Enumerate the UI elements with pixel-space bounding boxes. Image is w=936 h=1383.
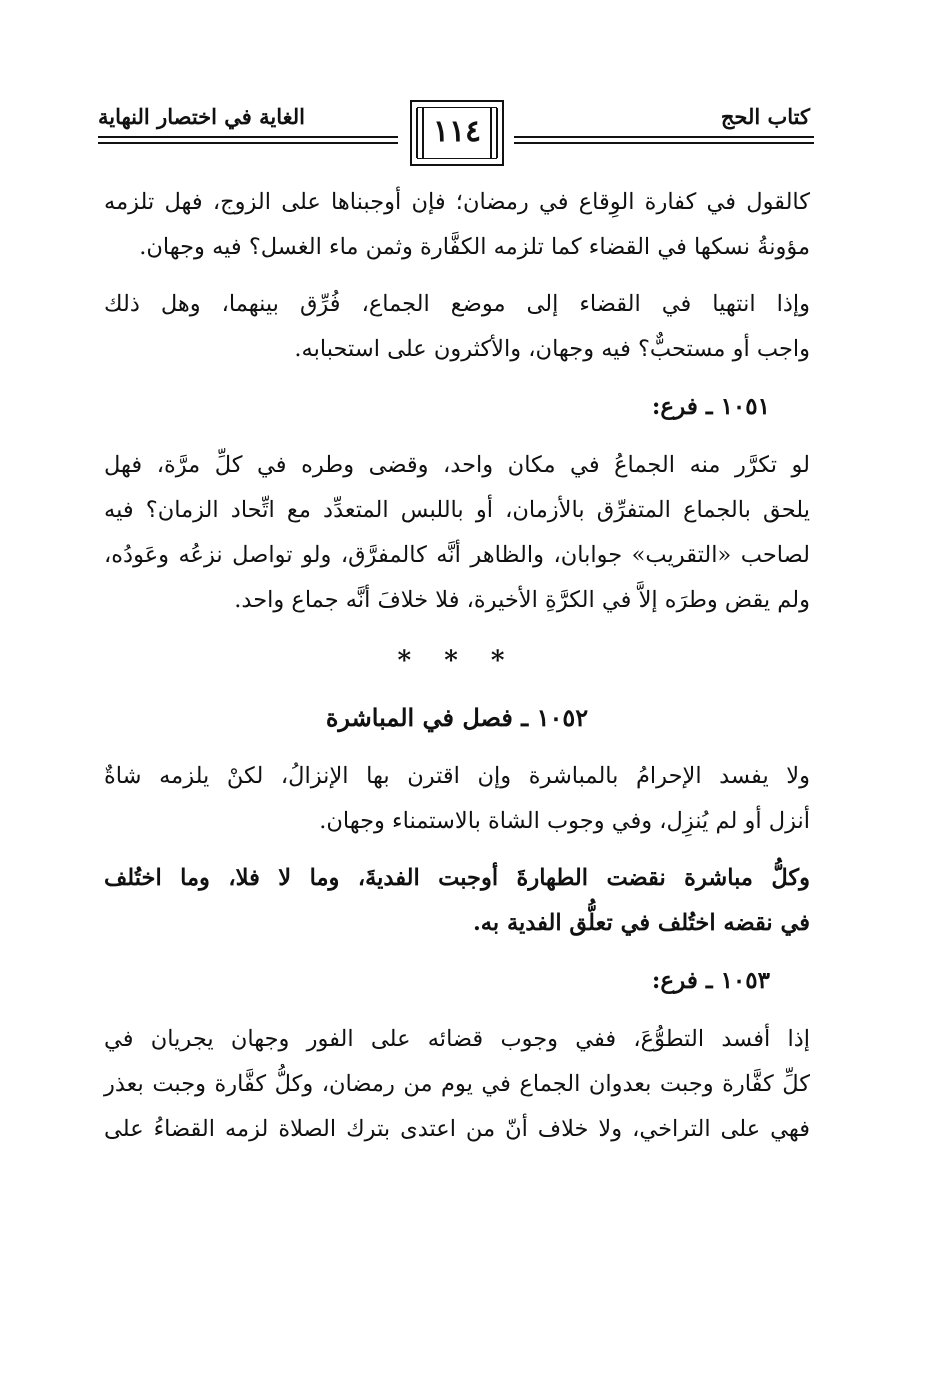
header-rule xyxy=(514,136,814,138)
text-line: كالقول في كفارة الوِقاع في رمضان؛ فإن أوجبناها على الزوج، فهل تلزمه xyxy=(104,189,810,215)
text-line: مؤونةُ نسكها في القضاء كما تلزمه الكفَّارة وثمن ماء الغسل؟ فيه وجهان. xyxy=(139,234,810,260)
text-line: لو تكرَّر منه الجماعُ في مكان واحد، وقضى وطره في كلِّ مرَّة، فهل xyxy=(104,452,810,478)
paragraph xyxy=(104,180,810,270)
text-line: إذا أفسد التطوُّعَ، ففي وجوب قضائه على الفور وجهان يجريان في xyxy=(104,1026,810,1052)
bold-paragraph xyxy=(104,856,810,946)
paragraph xyxy=(104,282,810,372)
branch-heading: ١٠٥٣ ـ فرع: xyxy=(651,967,770,994)
page-number: ١١٤ xyxy=(432,114,482,149)
book-title-label: الغاية في اختصار النهاية xyxy=(98,104,305,129)
text-line: كلِّ كفَّارة وجبت بعدوان الجماع في يوم من رمضان، وكلُّ كفَّارة وجبت بعذر xyxy=(104,1071,810,1097)
header-rule xyxy=(98,142,398,144)
paragraph xyxy=(104,443,810,623)
section-separator: * * * xyxy=(397,646,517,676)
branch-heading: ١٠٥١ ـ فرع: xyxy=(651,393,770,420)
running-header xyxy=(98,92,814,172)
page-number-frame xyxy=(410,100,504,166)
text-line: يلحق بالجماع المتفرِّق بالأزمان، أو باللبس المتعدِّد مع اتِّحاد الزمان؟ فيه xyxy=(104,497,810,523)
text-line: فهي على التراخي، ولا خلاف أنّ من اعتدى بترك الصلاة لزمه القضاءُ على xyxy=(104,1116,810,1142)
page-body xyxy=(104,180,810,1164)
paragraph xyxy=(104,1017,810,1152)
text-line: ولم يقض وطرَه إلاَّ في الكرَّةِ الأخيرة، فلا خلافَ أنَّه جماع واحد. xyxy=(234,587,810,613)
header-rule xyxy=(98,136,398,138)
header-rule xyxy=(514,142,814,144)
section-title: ١٠٥٢ ـ فصل في المباشرة xyxy=(325,703,589,732)
paragraph xyxy=(104,754,810,844)
book-section-label: كتاب الحج xyxy=(720,104,810,129)
text-line: ولا يفسد الإحرامُ بالمباشرة وإن اقترن بها الإنزالُ، لكنْ يلزمه شاةٌ xyxy=(104,763,810,789)
text-line: وكلُّ مباشرة نقضت الطهارةَ أوجبت الفديةَ، وما لا فلا، وما اختُلف xyxy=(104,865,810,891)
text-line: في نقضه اختُلف في تعلُّق الفدية به. xyxy=(472,910,810,936)
text-line: أنزل أو لم يُنزِل، وفي وجوب الشاة بالاستمناء وجهان. xyxy=(319,808,810,834)
text-line: واجب أو مستحبٌّ؟ فيه وجهان، والأكثرون على استحبابه. xyxy=(294,336,810,362)
text-line: لصاحب «التقريب» جوابان، والظاهر أنَّه كالمفرَّق، ولو تواصل نزعُه وعَودُه، xyxy=(104,542,810,568)
text-line: وإذا انتهيا في القضاء إلى موضع الجماع، فُرِّق بينهما، وهل ذلك xyxy=(104,291,810,317)
